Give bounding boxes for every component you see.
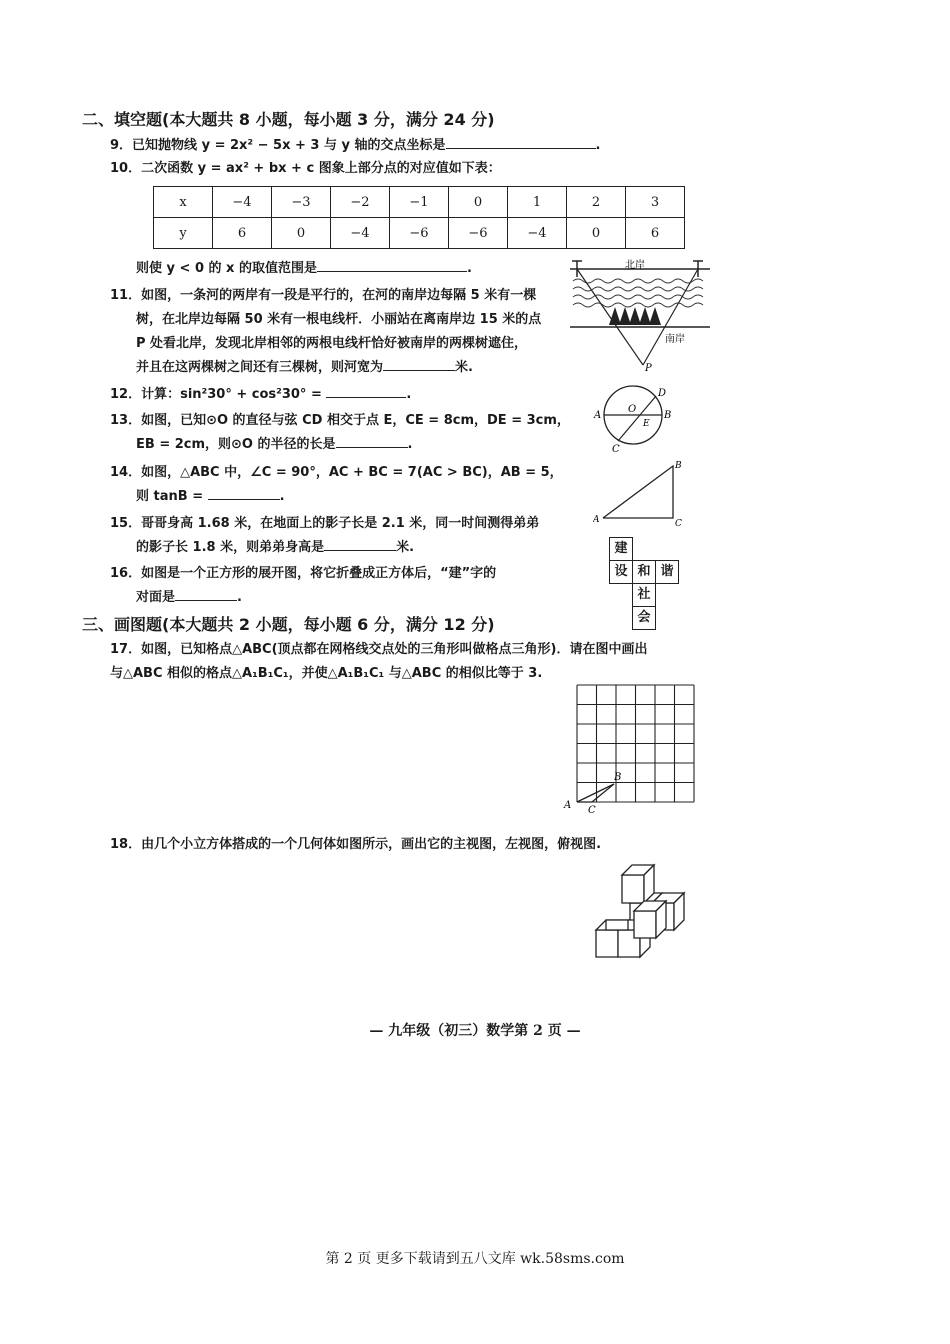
svg-text:B: B — [675, 461, 682, 471]
cubes-figure — [590, 855, 700, 965]
answer-blank[interactable] — [336, 434, 408, 448]
question-15: 15．哥哥身高 1.68 米，在地面上的影子长是 2.1 米，同一时间测得弟弟 的影子长 1.8 米，则弟弟身高是 米. — [110, 516, 540, 555]
question-12: 12．计算：sin²30° + cos²30° = . — [110, 384, 411, 404]
value-table — [153, 186, 685, 249]
svg-text:D: D — [658, 388, 667, 399]
answer-blank[interactable] — [446, 135, 596, 149]
table-row: x −4 −3 −2 −1 0 1 2 3 — [154, 187, 685, 218]
question-10-ask: 则使 y < 0 的 x 的取值范围是 . — [136, 258, 472, 278]
svg-text:C: C — [675, 519, 682, 528]
question-18: 18．由几个小立方体搭成的一个几何体如图所示，画出它的主视图，左视图，俯视图. — [110, 837, 602, 852]
answer-blank[interactable] — [317, 258, 467, 272]
svg-text:E: E — [643, 419, 650, 429]
answer-blank[interactable] — [324, 537, 396, 551]
river-figure — [565, 255, 715, 375]
question-10-text: 10．二次函数 y = ax² + bx + c 图象上部分点的对应值如下表： — [110, 161, 501, 176]
net-cell: 和 — [632, 560, 656, 584]
svg-text:B: B — [614, 772, 622, 783]
south-bank-label: 南岸 — [665, 334, 685, 345]
download-note: 第 2 页 更多下载请到五八文库 wk.58sms.com — [325, 1251, 625, 1267]
question-11: 11．如图，一条河的两岸有一段是平行的，在河的南岸边每隔 5 米有一棵 树，在北岸边每隔 50 米有一根电线杆．小丽站在离南岸边 15 米的点 P 处看北岸，发现北岸相邻的两根电线杆恰好被南岸的两棵树遮住， 并且在这两棵树之间还有三棵树，则河宽为 米. — [110, 288, 542, 375]
grid-lines — [577, 685, 694, 802]
answer-blank[interactable] — [326, 384, 406, 398]
svg-text:B: B — [664, 410, 672, 421]
svg-text:A: A — [564, 800, 572, 811]
section-3-title: 三、画图题(本大题共 2 小题，每小题 6 分，满分 12 分) — [82, 615, 495, 634]
table-row: y 6 0 −4 −6 −6 −4 0 6 — [154, 218, 685, 249]
grid-figure — [562, 680, 702, 815]
net-cell: 建 — [609, 537, 633, 561]
svg-text:C: C — [588, 805, 596, 815]
question-9-text: 9．已知抛物线 y = 2x² − 5x + 3 与 y 轴的交点坐标是 — [110, 138, 446, 153]
answer-blank[interactable] — [175, 587, 237, 601]
svg-text:O: O — [628, 404, 637, 415]
answer-blank[interactable] — [383, 357, 455, 371]
question-9: 9．已知抛物线 y = 2x² − 5x + 3 与 y 轴的交点坐标是 . — [110, 135, 600, 155]
north-bank-label: 北岸 — [625, 260, 645, 271]
question-14: 14．如图，△ABC 中，∠C = 90°，AC + BC = 7(AC > BC)，AB = 5， 则 tanB = . — [110, 465, 563, 504]
point-p-label: P — [645, 363, 652, 374]
net-cell: 谐 — [655, 560, 679, 584]
svg-text:A: A — [593, 515, 600, 525]
circle-figure — [588, 385, 680, 455]
svg-text:C: C — [612, 444, 620, 455]
net-cell: 设 — [609, 560, 633, 584]
question-17: 17．如图，已知格点△ABC(顶点都在网格线交点处的三角形叫做格点三角形)．请在图中画出 与△ABC 相似的格点△A₁B₁C₁，并使△A₁B₁C₁ 与△ABC 的相似比等于 3. — [110, 642, 648, 681]
page-footer: — 九年级（初三）数学第 2 页 — — [369, 1023, 581, 1039]
trees-icon — [609, 307, 661, 325]
question-16: 16．如图是一个正方形的展开图，将它折叠成正方体后，“建”字的 对面是 . — [110, 566, 497, 605]
section-2-title: 二、填空题(本大题共 8 小题，每小题 3 分，满分 24 分) — [82, 110, 495, 129]
svg-text:A: A — [594, 410, 602, 421]
triangle-figure — [593, 458, 688, 528]
answer-blank[interactable] — [208, 486, 280, 500]
net-cell: 社 — [632, 583, 656, 607]
question-13: 13．如图，已知⊙O 的直径与弦 CD 相交于点 E，CE = 8cm，DE = 3cm， EB = 2cm，则⊙O 的半径的长是 . — [110, 413, 570, 452]
net-cell: 会 — [632, 606, 656, 630]
